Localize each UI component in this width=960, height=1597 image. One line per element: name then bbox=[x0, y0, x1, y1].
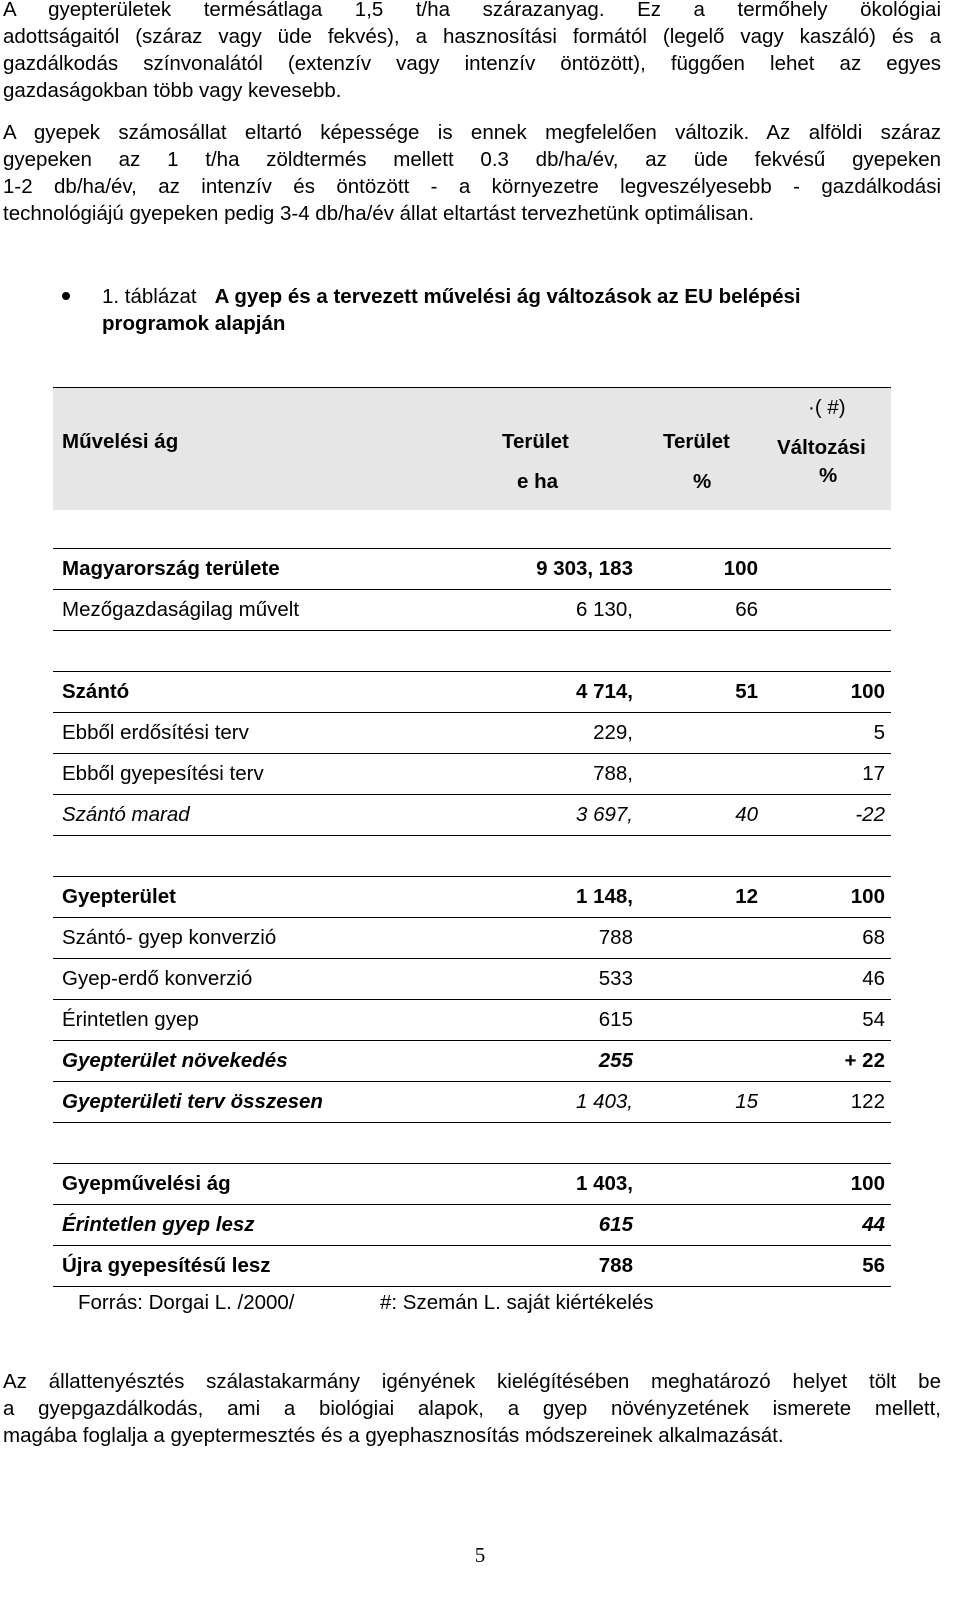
row-area-ha: 3 697, bbox=[576, 803, 633, 826]
row-area-pct: 40 bbox=[735, 803, 758, 826]
header-change-note: ·( #) bbox=[808, 396, 846, 419]
table-row-divider bbox=[53, 1204, 891, 1205]
text-line: gyepeken az 1 t/ha zöldtermés mellett 0.3 db/ha/év, az üde fekvésű gyepeken bbox=[3, 148, 941, 171]
table-rule bbox=[53, 1122, 891, 1123]
table-row bbox=[0, 1040, 960, 1081]
table-rule bbox=[53, 835, 891, 836]
row-change-pct: 122 bbox=[850, 1090, 885, 1113]
text-line: magába foglalja a gyeptermesztés és a gyephasznosítás módszereinek alkalmazását. bbox=[3, 1424, 784, 1447]
row-label: Szántó marad bbox=[62, 803, 190, 826]
paragraph-carrying-capacity bbox=[3, 119, 941, 227]
table-row-divider bbox=[53, 1245, 891, 1246]
row-label: Mezőgazdaságilag művelt bbox=[62, 598, 300, 621]
caption-line bbox=[102, 283, 941, 310]
row-area-ha: 255 bbox=[598, 1049, 633, 1072]
header-cultivation: Művelési ág bbox=[62, 430, 179, 453]
table-header bbox=[53, 387, 891, 510]
row-label: Szántó bbox=[62, 680, 130, 703]
table-number: 1. táblázat bbox=[102, 285, 197, 308]
caption-title-continued: programok alapján bbox=[102, 312, 286, 335]
table-row-divider bbox=[53, 753, 891, 754]
row-change-pct: 17 bbox=[862, 762, 885, 785]
row-change-pct: -22 bbox=[855, 803, 885, 826]
row-area-ha: 1 403, bbox=[576, 1090, 633, 1113]
table-row bbox=[0, 1163, 960, 1204]
table-row bbox=[0, 548, 960, 589]
row-area-pct: 15 bbox=[735, 1090, 758, 1113]
row-label: Gyep-erdő konverzió bbox=[62, 967, 253, 990]
row-area-ha: 788 bbox=[598, 1254, 633, 1277]
row-change-pct: 54 bbox=[862, 1008, 885, 1031]
text-line: technológiájú gyepeken pedig 3-4 db/ha/év állat eltartást tervezhetünk optimálisan. bbox=[3, 202, 755, 225]
row-change-pct: + 22 bbox=[844, 1049, 885, 1072]
text-line: 1-2 db/ha/év, az intenzív és öntözött - a környezetre legveszélyesebb - gazdálkodási bbox=[3, 175, 941, 198]
header-area-ha-unit: e ha bbox=[517, 470, 559, 493]
bullet-icon bbox=[62, 292, 70, 300]
table-row-divider bbox=[53, 999, 891, 1000]
text-line: Az állattenyésztés szálastakarmány igényének kielégítésében meghatározó helyet tölt be bbox=[3, 1370, 941, 1393]
text-line: a gyepgazdálkodás, ami a biológiai alapok, a gyep növényzetének ismerete mellett, bbox=[3, 1397, 941, 1420]
table-row bbox=[0, 1081, 960, 1122]
row-area-ha: 788 bbox=[598, 926, 633, 949]
row-label: Gyepterületi terv összesen bbox=[62, 1090, 323, 1113]
row-label: Magyarország területe bbox=[62, 557, 280, 580]
header-change: Változási bbox=[777, 436, 866, 459]
table-row bbox=[0, 917, 960, 958]
table-row-divider bbox=[53, 794, 891, 795]
table-row-divider bbox=[53, 589, 891, 590]
row-area-ha: 1 403, bbox=[576, 1172, 633, 1195]
source-note: #: Szemán L. saját kiértékelés bbox=[380, 1291, 654, 1314]
text-line: A gyepterületek termésátlaga 1,5 t/ha szárazanyag. Ez a termőhely ökológiai bbox=[3, 0, 941, 21]
row-label: Gyepterület növekedés bbox=[62, 1049, 288, 1072]
row-label: Érintetlen gyep lesz bbox=[62, 1213, 255, 1236]
table-row-divider bbox=[53, 712, 891, 713]
row-area-ha: 4 714, bbox=[576, 680, 633, 703]
row-change-pct: 68 bbox=[862, 926, 885, 949]
text-line: adottságaitól (száraz vagy üde fekvés), a hasznosítási formától (legelő vagy kaszáló) és a bbox=[3, 25, 941, 48]
row-label: Érintetlen gyep bbox=[62, 1008, 199, 1031]
row-change-pct: 46 bbox=[862, 967, 885, 990]
table-row bbox=[0, 671, 960, 712]
row-label: Ebből gyepesítési terv bbox=[62, 762, 264, 785]
table-row bbox=[0, 876, 960, 917]
row-area-pct: 100 bbox=[723, 557, 758, 580]
row-area-ha: 533 bbox=[598, 967, 633, 990]
table-row bbox=[0, 712, 960, 753]
text-line: A gyepek számosállat eltartó képessége is ennek megfelelően változik. Az alföldi száraz bbox=[3, 121, 941, 144]
table-rule bbox=[53, 1286, 891, 1287]
row-change-pct: 56 bbox=[862, 1254, 885, 1277]
row-change-pct: 100 bbox=[850, 885, 885, 908]
table-row bbox=[0, 1245, 960, 1286]
table-row bbox=[0, 794, 960, 835]
paragraph-conclusion bbox=[3, 1368, 941, 1449]
table-rule bbox=[53, 630, 891, 631]
table-row-divider bbox=[53, 917, 891, 918]
row-area-ha: 788, bbox=[593, 762, 633, 785]
table-row bbox=[0, 589, 960, 630]
table-row-divider bbox=[53, 1081, 891, 1082]
row-label: Szántó- gyep konverzió bbox=[62, 926, 277, 949]
table-row-divider bbox=[53, 1040, 891, 1041]
table-row bbox=[0, 958, 960, 999]
row-change-pct: 44 bbox=[862, 1213, 885, 1236]
header-area-pct-unit: % bbox=[693, 470, 712, 493]
row-area-ha: 1 148, bbox=[576, 885, 633, 908]
header-area-pct: Terület bbox=[663, 430, 730, 453]
table-row-divider bbox=[53, 958, 891, 959]
row-area-pct: 66 bbox=[735, 598, 758, 621]
source-citation: Forrás: Dorgai L. /2000/ bbox=[78, 1291, 295, 1314]
header-change-unit: % bbox=[819, 464, 838, 487]
row-area-pct: 12 bbox=[735, 885, 758, 908]
row-area-pct: 51 bbox=[735, 680, 758, 703]
row-area-ha: 9 303, 183 bbox=[536, 557, 633, 580]
row-label: Gyepművelési ág bbox=[62, 1172, 231, 1195]
table-row bbox=[0, 999, 960, 1040]
row-change-pct: 100 bbox=[850, 680, 885, 703]
row-label: Gyepterület bbox=[62, 885, 176, 908]
row-change-pct: 5 bbox=[873, 721, 885, 744]
row-area-ha: 229, bbox=[593, 721, 633, 744]
row-area-ha: 6 130, bbox=[576, 598, 633, 621]
table-row bbox=[0, 753, 960, 794]
row-area-ha: 615 bbox=[598, 1008, 633, 1031]
table-row bbox=[0, 1204, 960, 1245]
paragraph-intro bbox=[3, 0, 941, 104]
row-label: Ebből erdősítési terv bbox=[62, 721, 249, 744]
header-area-ha: Terület bbox=[502, 430, 569, 453]
page-number: 5 bbox=[474, 1543, 486, 1567]
text-line: gazdálkodás színvonalától (extenzív vagy intenzív öntözött), függően lehet az egyes bbox=[3, 52, 941, 75]
row-change-pct: 100 bbox=[850, 1172, 885, 1195]
row-area-ha: 615 bbox=[598, 1213, 633, 1236]
row-label: Újra gyepesítésű lesz bbox=[62, 1254, 271, 1277]
text-line: gazdaságokban több vagy kevesebb. bbox=[3, 79, 342, 102]
caption-title: A gyep és a tervezett művelési ág változások az EU belépési bbox=[214, 285, 801, 308]
